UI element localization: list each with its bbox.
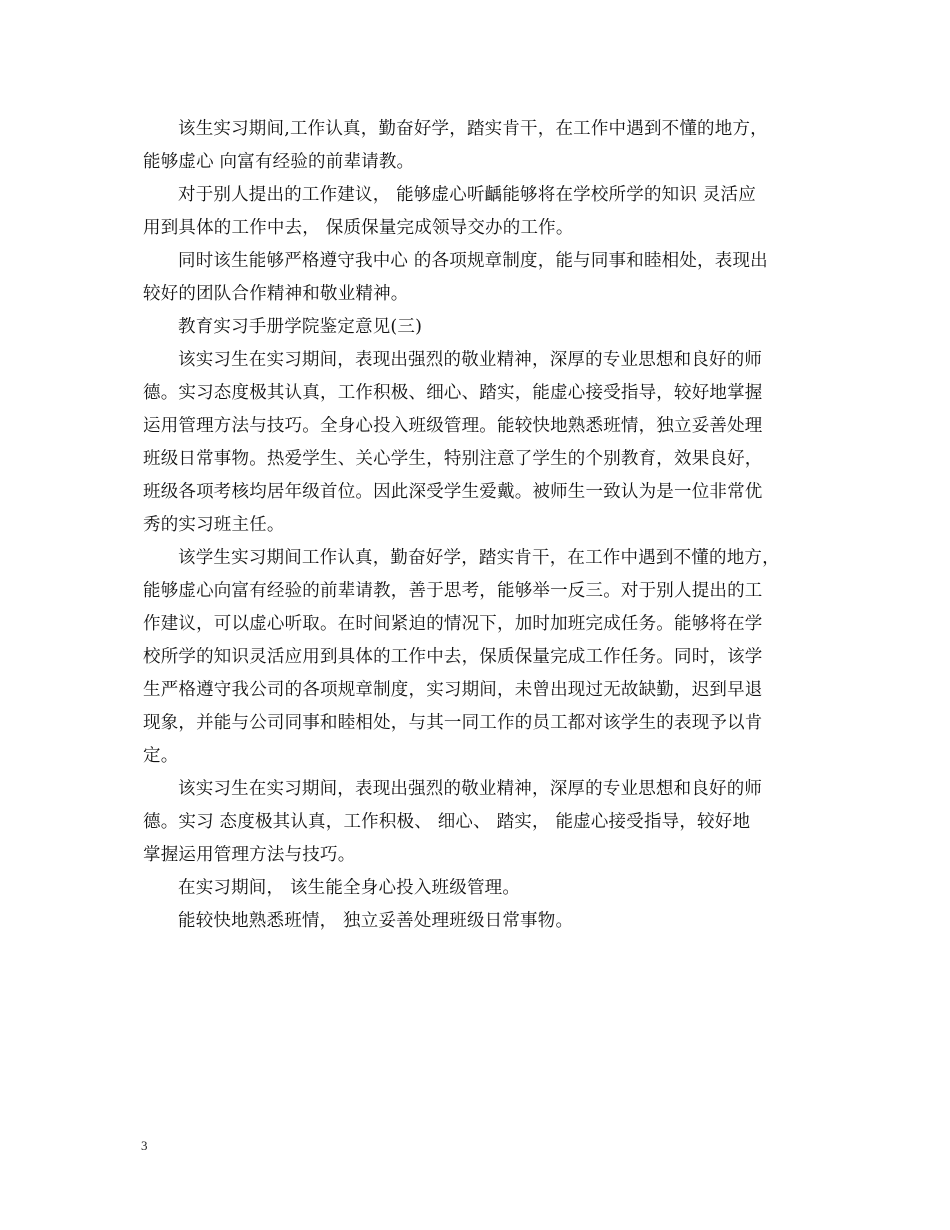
text-line: 运用管理方法与技巧。全身心投入班级管理。能较快地熟悉班情，独立妥善处理 <box>143 416 763 436</box>
section-heading <box>143 311 833 344</box>
text-line: 现象，并能与公司同事和睦相处，与其一同工作的员工都对该学生的表现予以肯 <box>143 713 763 733</box>
text-line: 在实习期间， 该生能全身心投入班级管理。 <box>178 878 521 898</box>
text-line: 用到具体的工作中去， 保质保量完成领导交办的工作。 <box>143 218 574 238</box>
text-line: 同时该生能够严格遵守我中心 的各项规章制度，能与同事和睦相处，表现出 <box>178 251 768 271</box>
text-line: 定。 <box>143 746 179 766</box>
paragraph-7 <box>143 872 833 905</box>
text-line: 作建议，可以虚心听取。在时间紧迫的情况下，加时加班完成任务。能够将在学 <box>143 614 763 634</box>
text-line: 能够虚心向富有经验的前辈请教，善于思考，能够举一反三。对于别人提出的工 <box>143 581 763 601</box>
text-line: 能较快地熟悉班情， 独立妥善处理班级日常事物。 <box>178 911 574 931</box>
text-line: 班级日常事物。热爱学生、关心学生，特别注意了学生的个别教育，效果良好， <box>143 449 763 469</box>
text-line: 该学生实习期间工作认真，勤奋好学，踏实肯干，在工作中遇到不懂的地方， <box>178 548 780 568</box>
text-line: 秀的实习班主任。 <box>143 515 285 535</box>
text-line: 生严格遵守我公司的各项规章制度，实习期间，未曾出现过无故缺勤，迟到早退 <box>143 680 763 700</box>
text-line: 校所学的知识灵活应用到具体的工作中去，保质保量完成工作任务。同时，该学 <box>143 647 763 667</box>
paragraph-1 <box>143 113 833 179</box>
heading-text: 教育实习手册学院鉴定意见(三) <box>178 317 423 337</box>
text-line: 较好的团队合作精神和敬业精神。 <box>143 284 409 304</box>
text-line: 能够虚心 向富有经验的前辈请教。 <box>143 152 415 172</box>
text-line: 班级各项考核均居年级首位。因此深受学生爱戴。被师生一致认为是一位非常优 <box>143 482 763 502</box>
paragraph-8 <box>143 905 833 938</box>
text-line: 该实习生在实习期间，表现出强烈的敬业精神，深厚的专业思想和良好的师 <box>178 350 763 370</box>
text-line: 德。实习态度极其认真，工作积极、细心、踏实，能虚心接受指导，较好地掌握 <box>143 383 763 403</box>
text-line: 掌握运用管理方法与技巧。 <box>143 845 356 865</box>
paragraph-3 <box>143 245 833 311</box>
page-number: 3 <box>141 1138 148 1153</box>
text-line: 对于别人提出的工作建议， 能够虚心听齲能够将在学校所学的知识 灵活应 <box>178 185 756 205</box>
text-line: 该实习生在实习期间，表现出强烈的敬业精神，深厚的专业思想和良好的师 <box>178 779 763 799</box>
paragraph-5 <box>143 542 833 773</box>
paragraph-4 <box>143 344 833 542</box>
paragraph-2 <box>143 179 833 245</box>
text-line: 该生实习期间,工作认真，勤奋好学，踏实肯干，在工作中遇到不懂的地方， <box>178 119 768 139</box>
text-line: 德。实习 态度极其认真，工作积极、 细心、 踏实， 能虚心接受指导，较好地 <box>143 812 751 832</box>
document-body <box>143 113 833 938</box>
paragraph-6 <box>143 773 833 872</box>
